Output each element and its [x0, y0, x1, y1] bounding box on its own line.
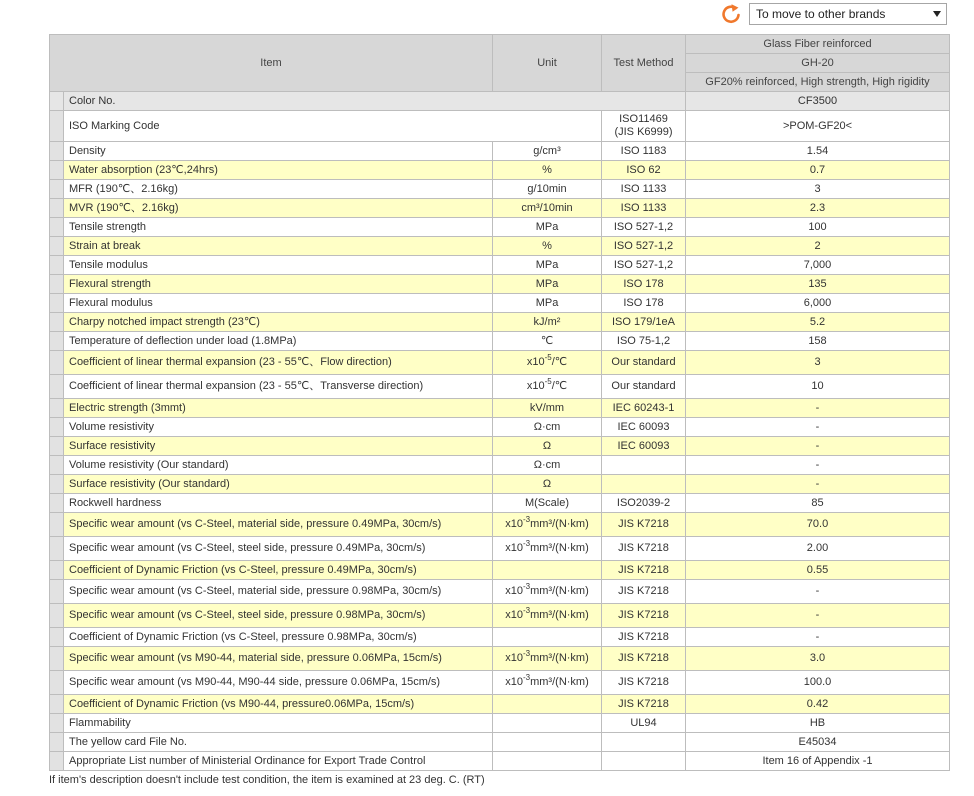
unit-sup: -3: [522, 582, 531, 591]
row-item: Surface resistivity: [64, 437, 493, 456]
row-marker: [50, 351, 64, 375]
row-unit: g/cm³: [493, 142, 602, 161]
row-item: Volume resistivity (Our standard): [64, 456, 493, 475]
row-test-method: ISO 527-1,2: [602, 237, 686, 256]
row-value: 2.3: [686, 199, 950, 218]
row-item: Specific wear amount (vs C-Steel, material side, pressure 0.49MPa, 30cm/s): [64, 513, 493, 537]
iso-marking-value: >POM-GF20<: [686, 111, 950, 142]
footnote: If item's description doesn't include test condition, the item is examined at 23 deg. C. (RT): [49, 774, 485, 786]
row-value: -: [686, 580, 950, 604]
unit-prefix: x10: [505, 609, 523, 621]
row-unit: [493, 695, 602, 714]
row-value: -: [686, 628, 950, 647]
row-unit: [493, 647, 602, 671]
brand-select-value: To move to other brands: [756, 7, 886, 21]
row-unit: [493, 671, 602, 695]
table-row: [50, 494, 950, 513]
row-unit: [493, 752, 602, 771]
row-test-method: JIS K7218: [602, 604, 686, 628]
row-marker: [50, 418, 64, 437]
row-test-method: UL94: [602, 714, 686, 733]
color-no-label: Color No.: [64, 92, 686, 111]
row-unit: [493, 513, 602, 537]
row-test-method: ISO 1133: [602, 180, 686, 199]
unit-sup: -5: [544, 353, 552, 362]
row-value: 3: [686, 351, 950, 375]
row-item: MVR (190℃、2.16kg): [64, 199, 493, 218]
row-test-method: JIS K7218: [602, 513, 686, 537]
row-unit: ℃: [493, 332, 602, 351]
row-test-method: ISO 1183: [602, 142, 686, 161]
row-value: -: [686, 475, 950, 494]
unit-prefix: x10: [505, 542, 523, 554]
table-row: [50, 456, 950, 475]
table-row: [50, 180, 950, 199]
row-item: Tensile strength: [64, 218, 493, 237]
row-item: Specific wear amount (vs C-Steel, steel side, pressure 0.98MPa, 30cm/s): [64, 604, 493, 628]
unit-suffix: mm³/(N·km): [530, 542, 589, 554]
row-test-method: JIS K7218: [602, 580, 686, 604]
table-row: [50, 628, 950, 647]
row-item: Flexural modulus: [64, 294, 493, 313]
header-unit: Unit: [493, 35, 602, 92]
row-value: HB: [686, 714, 950, 733]
iso-marking-test-line: (JIS K6999): [614, 126, 673, 138]
iso-marking-row: [50, 111, 950, 142]
row-test-method: IEC 60243-1: [602, 399, 686, 418]
row-unit: g/10min: [493, 180, 602, 199]
row-item: Electric strength (3mmt): [64, 399, 493, 418]
row-unit: Ω·cm: [493, 456, 602, 475]
row-marker: [50, 332, 64, 351]
row-test-method: ISO 527-1,2: [602, 256, 686, 275]
spec-table: [49, 34, 950, 771]
row-value: 1.54: [686, 142, 950, 161]
unit-sup: -5: [544, 377, 552, 386]
unit-sup: -3: [522, 606, 531, 615]
row-test-method: [602, 456, 686, 475]
row-test-method: ISO 1133: [602, 199, 686, 218]
row-value: 5.2: [686, 313, 950, 332]
row-unit: MPa: [493, 218, 602, 237]
row-marker: [50, 647, 64, 671]
table-row: [50, 561, 950, 580]
row-marker: [50, 111, 64, 142]
row-marker: [50, 399, 64, 418]
unit-suffix: mm³/(N·km): [530, 652, 589, 664]
row-item: Coefficient of Dynamic Friction (vs C-Steel, pressure 0.49MPa, 30cm/s): [64, 561, 493, 580]
row-unit: MPa: [493, 256, 602, 275]
row-value: 3: [686, 180, 950, 199]
color-no-row: [50, 92, 950, 111]
circular-arrow-icon: [719, 2, 743, 26]
row-marker: [50, 580, 64, 604]
row-value: E45034: [686, 733, 950, 752]
table-row: [50, 313, 950, 332]
row-test-method: ISO2039-2: [602, 494, 686, 513]
unit-sup: -3: [522, 515, 531, 524]
row-marker: [50, 161, 64, 180]
row-marker: [50, 199, 64, 218]
table-row: [50, 375, 950, 399]
unit-suffix: mm³/(N·km): [530, 676, 589, 688]
row-test-method: [602, 752, 686, 771]
table-row: [50, 256, 950, 275]
row-value: 85: [686, 494, 950, 513]
table-row: [50, 475, 950, 494]
unit-prefix: x10: [505, 652, 523, 664]
row-item: Coefficient of linear thermal expansion (23 - 55℃、Flow direction): [64, 351, 493, 375]
unit-prefix: x10: [505, 518, 523, 530]
row-value: -: [686, 399, 950, 418]
row-marker: [50, 695, 64, 714]
row-item: Strain at break: [64, 237, 493, 256]
row-value: -: [686, 437, 950, 456]
row-test-method: ISO 178: [602, 294, 686, 313]
row-item: Appropriate List number of Ministerial Ordinance for Export Trade Control: [64, 752, 493, 771]
row-value: -: [686, 604, 950, 628]
header-grade-group: Glass Fiber reinforced: [686, 35, 950, 54]
row-test-method: ISO 75-1,2: [602, 332, 686, 351]
row-marker: [50, 604, 64, 628]
row-test-method: JIS K7218: [602, 628, 686, 647]
brand-select[interactable]: [749, 3, 947, 25]
row-value: 6,000: [686, 294, 950, 313]
row-marker: [50, 671, 64, 695]
row-unit: Ω: [493, 437, 602, 456]
row-test-method: Our standard: [602, 351, 686, 375]
row-value: Item 16 of Appendix -1: [686, 752, 950, 771]
table-row: [50, 161, 950, 180]
table-row: [50, 237, 950, 256]
row-item: Volume resistivity: [64, 418, 493, 437]
chevron-down-icon[interactable]: [933, 11, 941, 17]
row-marker: [50, 437, 64, 456]
row-test-method: JIS K7218: [602, 695, 686, 714]
row-unit: [493, 733, 602, 752]
table-row: [50, 399, 950, 418]
row-item: Flammability: [64, 714, 493, 733]
table-row: [50, 537, 950, 561]
unit-prefix: x10: [526, 380, 545, 392]
table-row: [50, 752, 950, 771]
row-marker: [50, 561, 64, 580]
row-marker: [50, 294, 64, 313]
row-unit: [493, 375, 602, 399]
row-item: Coefficient of Dynamic Friction (vs M90-44, pressure0.06MPa, 15cm/s): [64, 695, 493, 714]
unit-suffix: /℃: [551, 356, 568, 368]
table-row: [50, 332, 950, 351]
row-unit: kJ/m²: [493, 313, 602, 332]
unit-suffix: mm³/(N·km): [530, 518, 589, 530]
row-unit: [493, 628, 602, 647]
row-marker: [50, 537, 64, 561]
color-no-value: CF3500: [686, 92, 950, 111]
table-row: [50, 714, 950, 733]
table-row: [50, 513, 950, 537]
row-item: Specific wear amount (vs C-Steel, steel side, pressure 0.49MPa, 30cm/s): [64, 537, 493, 561]
row-item: Specific wear amount (vs M90-44, M90-44 side, pressure 0.06MPa, 15cm/s): [64, 671, 493, 695]
row-test-method: IEC 60093: [602, 418, 686, 437]
row-test-method: JIS K7218: [602, 561, 686, 580]
unit-sup: -3: [522, 673, 531, 682]
row-item: Coefficient of linear thermal expansion (23 - 55℃、Transverse direction): [64, 375, 493, 399]
row-value: 7,000: [686, 256, 950, 275]
table-row: [50, 580, 950, 604]
row-test-method: ISO 62: [602, 161, 686, 180]
row-item: Specific wear amount (vs M90-44, material side, pressure 0.06MPa, 15cm/s): [64, 647, 493, 671]
row-unit: cm³/10min: [493, 199, 602, 218]
row-marker: [50, 237, 64, 256]
unit-sup: -3: [522, 649, 531, 658]
row-unit: %: [493, 161, 602, 180]
row-value: 10: [686, 375, 950, 399]
row-value: 3.0: [686, 647, 950, 671]
iso-marking-test-method: [602, 111, 686, 142]
row-item: Tensile modulus: [64, 256, 493, 275]
table-row: [50, 199, 950, 218]
unit-sup: -3: [522, 539, 531, 548]
row-value: 100: [686, 218, 950, 237]
row-marker: [50, 628, 64, 647]
row-unit: [493, 351, 602, 375]
table-row: [50, 695, 950, 714]
table-row: [50, 604, 950, 628]
row-value: 0.42: [686, 695, 950, 714]
row-item: Surface resistivity (Our standard): [64, 475, 493, 494]
table-row: [50, 275, 950, 294]
row-unit: [493, 537, 602, 561]
unit-prefix: x10: [505, 676, 523, 688]
row-item: The yellow card File No.: [64, 733, 493, 752]
table-row: [50, 218, 950, 237]
table-row: [50, 351, 950, 375]
header-item: Item: [50, 35, 493, 92]
row-unit: %: [493, 237, 602, 256]
table-row: [50, 418, 950, 437]
row-item: Charpy notched impact strength (23℃): [64, 313, 493, 332]
row-value: 135: [686, 275, 950, 294]
row-unit: kV/mm: [493, 399, 602, 418]
row-test-method: JIS K7218: [602, 647, 686, 671]
row-unit: [493, 580, 602, 604]
row-unit: Ω·cm: [493, 418, 602, 437]
row-marker: [50, 313, 64, 332]
row-test-method: [602, 475, 686, 494]
row-test-method: Our standard: [602, 375, 686, 399]
row-marker: [50, 714, 64, 733]
row-marker: [50, 494, 64, 513]
row-unit: MPa: [493, 294, 602, 313]
row-marker: [50, 456, 64, 475]
row-value: -: [686, 456, 950, 475]
row-unit: [493, 604, 602, 628]
unit-suffix: mm³/(N·km): [530, 609, 589, 621]
row-item: Water absorption (23℃,24hrs): [64, 161, 493, 180]
row-marker: [50, 513, 64, 537]
unit-suffix: /℃: [551, 380, 568, 392]
row-marker: [50, 733, 64, 752]
table-row: [50, 671, 950, 695]
row-test-method: ISO 527-1,2: [602, 218, 686, 237]
row-marker: [50, 275, 64, 294]
row-item: Specific wear amount (vs C-Steel, material side, pressure 0.98MPa, 30cm/s): [64, 580, 493, 604]
iso-marking-test-line: ISO11469: [619, 113, 668, 125]
row-item: Density: [64, 142, 493, 161]
row-marker: [50, 256, 64, 275]
row-test-method: ISO 179/1eA: [602, 313, 686, 332]
row-unit: MPa: [493, 275, 602, 294]
unit-prefix: x10: [526, 356, 545, 368]
row-marker: [50, 375, 64, 399]
row-item: Coefficient of Dynamic Friction (vs C-Steel, pressure 0.98MPa, 30cm/s): [64, 628, 493, 647]
row-item: Rockwell hardness: [64, 494, 493, 513]
row-test-method: ISO 178: [602, 275, 686, 294]
table-row: [50, 647, 950, 671]
row-item: Flexural strength: [64, 275, 493, 294]
table-row: [50, 733, 950, 752]
row-value: 2.00: [686, 537, 950, 561]
row-unit: Ω: [493, 475, 602, 494]
row-item: Temperature of deflection under load (1.8MPa): [64, 332, 493, 351]
row-unit: [493, 561, 602, 580]
row-value: 2: [686, 237, 950, 256]
row-value: 70.0: [686, 513, 950, 537]
row-test-method: [602, 733, 686, 752]
row-marker: [50, 92, 64, 111]
header-grade-description: GF20% reinforced, High strength, High rigidity: [686, 73, 950, 92]
header-grade-name: GH-20: [686, 54, 950, 73]
row-marker: [50, 475, 64, 494]
row-test-method: JIS K7218: [602, 537, 686, 561]
row-value: 100.0: [686, 671, 950, 695]
row-marker: [50, 218, 64, 237]
unit-suffix: mm³/(N·km): [530, 585, 589, 597]
row-marker: [50, 180, 64, 199]
row-value: 158: [686, 332, 950, 351]
row-unit: M(Scale): [493, 494, 602, 513]
unit-prefix: x10: [505, 585, 523, 597]
row-marker: [50, 142, 64, 161]
row-value: 0.55: [686, 561, 950, 580]
table-row: [50, 294, 950, 313]
row-test-method: IEC 60093: [602, 437, 686, 456]
row-test-method: JIS K7218: [602, 671, 686, 695]
table-row: [50, 437, 950, 456]
header-row: [50, 35, 950, 54]
row-marker: [50, 752, 64, 771]
iso-marking-label: ISO Marking Code: [64, 111, 602, 142]
row-item: MFR (190℃、2.16kg): [64, 180, 493, 199]
header-test-method: Test Method: [602, 35, 686, 92]
table-row: [50, 142, 950, 161]
row-value: 0.7: [686, 161, 950, 180]
row-unit: [493, 714, 602, 733]
row-value: -: [686, 418, 950, 437]
